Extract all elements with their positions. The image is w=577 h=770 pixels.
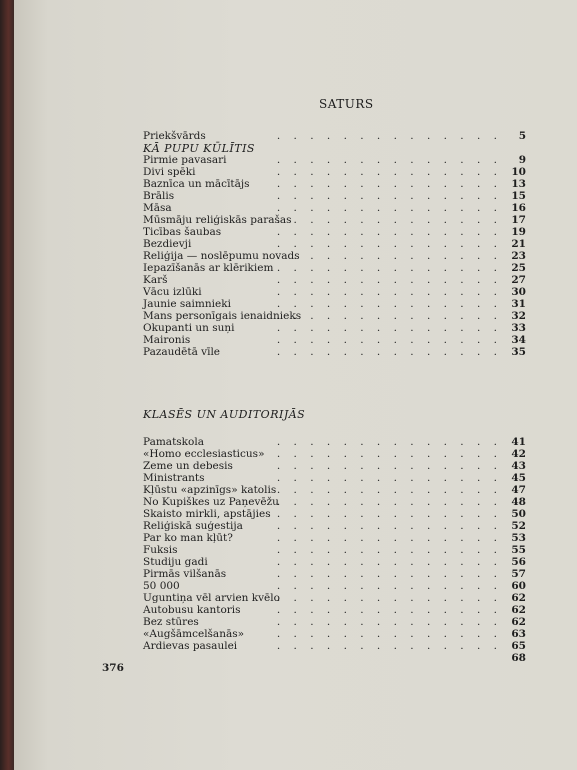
entry-title: Māsa — [143, 202, 172, 214]
entry-page: 9 — [518, 154, 526, 166]
leader-dots: . . . . . . . . . . . . . . — [276, 628, 502, 640]
entry-page: 15 — [511, 190, 526, 202]
entry-title: Baznīca un mācītājs — [143, 178, 250, 190]
entry-title: «Augšāmcelšanās» — [143, 628, 245, 640]
entry-page: 42 — [511, 448, 526, 460]
entry-title: 50 000 — [143, 580, 180, 592]
toc-entry — [143, 556, 526, 568]
entry-title: Mans personīgais ienaidnieks — [143, 310, 302, 322]
entry-title: Okupanti un suņi — [143, 322, 235, 334]
leader-dots: . . . . . . . . . . . . . . — [276, 226, 502, 238]
leader-dots: . . . . . . . . . . . . . . — [276, 262, 502, 274]
leader-dots: . . . . . . . . . . . . . . — [276, 214, 502, 226]
entry-page: 45 — [511, 472, 526, 484]
entry-page: 63 — [511, 628, 526, 640]
entry-title: Karš — [143, 274, 168, 286]
entry-title: Kļūstu «apzinīgs» katolis — [143, 484, 277, 496]
leader-dots: . . . . . . . . . . . . . . — [276, 592, 502, 604]
toc-entry — [143, 544, 526, 556]
entry-title: Bez stūres — [143, 616, 199, 628]
leader-dots: . . . . . . . . . . . . . . — [276, 508, 502, 520]
page-heading: SATURS — [319, 97, 374, 111]
toc-entry — [143, 310, 526, 322]
entry-page: 32 — [511, 310, 526, 322]
entry-page: 5 — [518, 130, 526, 142]
leader-dots: . . . . . . . . . . . . . . — [276, 178, 502, 190]
leader-dots: . . . . . . . . . . . . . . — [276, 496, 502, 508]
entry-page: 62 — [511, 616, 526, 628]
entry-page: 47 — [511, 484, 526, 496]
leader-dots: . . . . . . . . . . . . . . — [276, 130, 502, 142]
toc-entry — [143, 628, 526, 640]
entry-page: 43 — [511, 460, 526, 472]
entry-page: 33 — [511, 322, 526, 334]
toc-entry — [143, 154, 526, 166]
leader-dots: . . . . . . . . . . . . . . — [276, 166, 502, 178]
entry-page: 17 — [511, 214, 526, 226]
entry-title: «Homo ecclesiasticus» — [143, 448, 265, 460]
leader-dots: . . . . . . . . . . . . . . — [276, 544, 502, 556]
entry-title: Pirmās vilšanās — [143, 568, 227, 580]
toc-entry — [143, 178, 526, 190]
entry-title: Pirmie pavasari — [143, 154, 227, 166]
leader-dots: . . . . . . . . . . . . . . — [276, 310, 502, 322]
entry-page: 68 — [511, 652, 526, 664]
entry-page: 53 — [511, 532, 526, 544]
toc-entry — [143, 496, 526, 508]
leader-dots: . . . . . . . . . . . . . . — [276, 238, 502, 250]
leader-dots: . . . . . . . . . . . . . . — [276, 520, 502, 532]
entry-page: 48 — [511, 496, 526, 508]
entry-page: 62 — [511, 592, 526, 604]
toc-entry — [143, 640, 526, 652]
leader-dots: . . . . . . . . . . . . . . — [276, 322, 502, 334]
toc-entry — [143, 298, 526, 310]
toc-entry — [143, 190, 526, 202]
toc-entry — [143, 532, 526, 544]
entry-title: Reliģiskā suģestija — [143, 520, 243, 532]
toc-entry — [143, 250, 526, 262]
toc-entry — [143, 568, 526, 580]
leader-dots: . . . . . . . . . . . . . . — [276, 286, 502, 298]
toc-entry — [143, 508, 526, 520]
entry-title: Fuksis — [143, 544, 178, 556]
entry-title: Brālis — [143, 190, 175, 202]
book-spine — [0, 0, 14, 770]
leader-dots: . . . . . . . . . . . . . . — [276, 580, 502, 592]
toc-entry — [143, 322, 526, 334]
entry-page: 57 — [511, 568, 526, 580]
toc-entry — [143, 238, 526, 250]
leader-dots: . . . . . . . . . . . . . . — [276, 556, 502, 568]
toc-entry — [143, 226, 526, 238]
leader-dots: . . . . . . . . . . . . . . — [276, 298, 502, 310]
entry-page: 34 — [511, 334, 526, 346]
entry-page: 21 — [511, 238, 526, 250]
entry-title: Pamatskola — [143, 436, 204, 448]
leader-dots: . . . . . . . . . . . . . . — [276, 274, 502, 286]
toc-entry — [143, 130, 526, 142]
entry-page: 50 — [511, 508, 526, 520]
leader-dots: . . . . . . . . . . . . . . — [276, 190, 502, 202]
leader-dots: . . . . . . . . . . . . . . — [276, 532, 502, 544]
toc-entry — [143, 460, 526, 472]
entry-title: Par ko man kļūt? — [143, 532, 233, 544]
leader-dots: . . . . . . . . . . . . . . — [276, 154, 502, 166]
entry-page: 19 — [511, 226, 526, 238]
leader-dots: . . . . . . . . . . . . . . — [276, 616, 502, 628]
leader-dots: . . . . . . . . . . . . . . — [276, 202, 502, 214]
toc-entry — [143, 472, 526, 484]
toc-entry — [143, 274, 526, 286]
page-number: 376 — [102, 662, 124, 674]
entry-page: 10 — [511, 166, 526, 178]
leader-dots: . . . . . . . . . . . . . . — [276, 472, 502, 484]
entry-title: Uguntiņa vēl arvien kvēlo — [143, 592, 280, 604]
leader-dots: . . . . . . . . . . . . . . — [276, 484, 502, 496]
entry-page: 60 — [511, 580, 526, 592]
entry-title: Bezdievji — [143, 238, 192, 250]
toc-entry — [143, 286, 526, 298]
leader-dots: . . . . . . . . . . . . . . — [276, 460, 502, 472]
toc-entry — [143, 616, 526, 628]
entry-page: 27 — [511, 274, 526, 286]
toc-entry — [143, 214, 526, 226]
entry-page: 31 — [511, 298, 526, 310]
toc-entry — [143, 604, 526, 616]
entry-page: 55 — [511, 544, 526, 556]
toc-entry — [143, 202, 526, 214]
entry-page: 25 — [511, 262, 526, 274]
entry-title: Ministrants — [143, 472, 205, 484]
entry-title: Ardievas pasaulei — [143, 640, 238, 652]
entry-title: Divi spēki — [143, 166, 196, 178]
entry-title: Priekšvārds — [143, 130, 206, 142]
entry-page: 65 — [511, 640, 526, 652]
toc-entry — [143, 484, 526, 496]
toc-entry — [143, 262, 526, 274]
entry-title: Ticības šaubas — [143, 226, 222, 238]
entry-page: 13 — [511, 178, 526, 190]
leader-dots: . . . . . . . . . . . . . . — [276, 334, 502, 346]
leader-dots: . . . . . . . . . . . . . . — [276, 448, 502, 460]
toc-entry — [143, 520, 526, 532]
entry-page: 41 — [511, 436, 526, 448]
toc-entry — [143, 652, 526, 664]
entry-title: Autobusu kantoris — [143, 604, 241, 616]
entry-title: Skaisto mirkli, apstājies — [143, 508, 271, 520]
entry-page: 35 — [511, 346, 526, 358]
entry-title: Jaunie saimnieki — [143, 298, 231, 310]
entry-title: Pazaudētā vīle — [143, 346, 221, 358]
entry-title: Iepazīšanās ar klērikiem — [143, 262, 274, 274]
section-title: KĀ PUPU KŪLĪTIS — [143, 142, 255, 155]
entry-title: No Kupiškes uz Paņevēžu — [143, 496, 279, 508]
entry-title: Mūsmāju reliģiskās parašas — [143, 214, 292, 226]
toc-entry — [143, 346, 526, 358]
entry-page: 62 — [511, 604, 526, 616]
leader-dots: . . . . . . . . . . . . . . — [276, 604, 502, 616]
leader-dots: . . . . . . . . . . . . . . — [276, 568, 502, 580]
leader-dots: . . . . . . . . . . . . . . — [276, 346, 502, 358]
entry-title: Studiju gadi — [143, 556, 208, 568]
entry-title: Vācu izlūki — [143, 286, 202, 298]
toc-entry — [143, 448, 526, 460]
leader-dots: . . . . . . . . . . . . . . — [276, 436, 502, 448]
toc-entry — [143, 334, 526, 346]
leader-dots: . . . . . . . . . . . . . . — [276, 640, 502, 652]
toc-entry — [143, 166, 526, 178]
entry-page: 16 — [511, 202, 526, 214]
toc-entry — [143, 592, 526, 604]
entry-title: Zeme un debesis — [143, 460, 233, 472]
entry-page: 30 — [511, 286, 526, 298]
section-title: KLASĒS UN AUDITORIJĀS — [143, 408, 306, 421]
entry-page: 56 — [511, 556, 526, 568]
entry-page: 23 — [511, 250, 526, 262]
entry-title: Maironis — [143, 334, 191, 346]
leader-dots: . . . . . . . . . . . . . . — [276, 250, 502, 262]
entry-page: 52 — [511, 520, 526, 532]
toc-entry — [143, 436, 526, 448]
entry-title: Reliģija — noslēpumu novads — [143, 250, 300, 262]
toc-entry — [143, 580, 526, 592]
